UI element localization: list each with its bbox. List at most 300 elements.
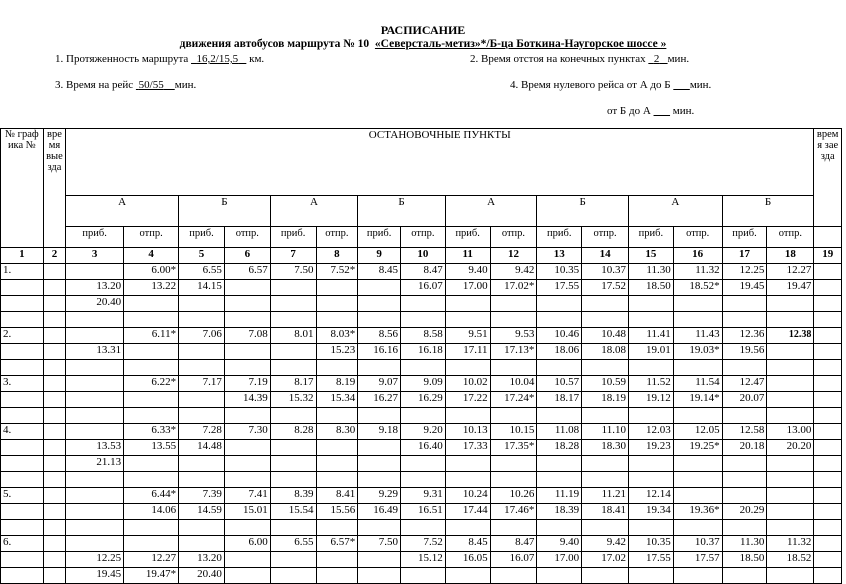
time-cell: 15.12 (401, 552, 446, 568)
time-cell: 13.53 (66, 440, 124, 456)
time-cell (270, 456, 316, 472)
time-cell (537, 456, 582, 472)
route-length-line (55, 53, 264, 65)
time-cell: 8.45 (358, 264, 401, 280)
time-cell (722, 472, 767, 488)
time-cell: 19.01 (628, 344, 673, 360)
time-cell: 12.27 (124, 552, 179, 568)
table-row (1, 504, 842, 520)
time-cell (66, 424, 124, 440)
time-cell (43, 296, 65, 312)
time-cell (358, 520, 401, 536)
arrival-header: приб. (66, 227, 124, 248)
time-cell (316, 440, 358, 456)
time-cell (722, 408, 767, 424)
time-cell (814, 536, 842, 552)
time-cell: 16.29 (401, 392, 446, 408)
time-cell (767, 312, 814, 328)
time-cell (673, 408, 722, 424)
time-cell (767, 408, 814, 424)
time-cell (66, 504, 124, 520)
time-cell: 7.30 (224, 424, 270, 440)
time-cell: 10.37 (582, 264, 629, 280)
time-cell: 8.39 (270, 488, 316, 504)
arrival-header: приб. (179, 227, 225, 248)
time-cell: 6.57* (316, 536, 358, 552)
layover-time-line (470, 53, 689, 65)
time-cell (537, 360, 582, 376)
time-cell (179, 344, 225, 360)
time-cell: 8.56 (358, 328, 401, 344)
time-cell: 6.00 (224, 536, 270, 552)
column-number-4: 4 (124, 248, 179, 264)
time-cell (582, 520, 629, 536)
time-cell (43, 280, 65, 296)
time-cell: 20.18 (722, 440, 767, 456)
document-title: РАСПИСАНИЕ (380, 23, 466, 37)
time-cell (358, 440, 401, 456)
time-cell (179, 392, 225, 408)
time-cell (66, 488, 124, 504)
time-cell (814, 504, 842, 520)
time-cell: 12.27 (767, 264, 814, 280)
time-cell: 13.22 (124, 280, 179, 296)
time-cell: 7.50 (270, 264, 316, 280)
time-cell (722, 456, 767, 472)
time-cell (814, 264, 842, 280)
time-cell (445, 472, 490, 488)
subtitle-prefix: движения автобусов маршрута № 10 (179, 38, 370, 50)
null-trip-ab-value (673, 79, 690, 91)
column-number-8: 8 (316, 248, 358, 264)
time-cell (673, 312, 722, 328)
null-trip-ba-line (607, 105, 694, 117)
time-cell (490, 408, 537, 424)
time-cell: 7.39 (179, 488, 225, 504)
time-cell: 19.47 (767, 280, 814, 296)
time-cell (582, 312, 629, 328)
time-cell: 20.40 (66, 296, 124, 312)
time-cell (537, 408, 582, 424)
time-cell: 19.56 (722, 344, 767, 360)
schedule-number-header: № графика № (1, 129, 44, 248)
time-cell: 19.45 (66, 568, 124, 584)
time-cell: 16.07 (401, 280, 446, 296)
time-cell (179, 520, 225, 536)
time-cell (66, 520, 124, 536)
time-cell (124, 408, 179, 424)
time-cell: 17.00 (445, 280, 490, 296)
stop-group-7: А (628, 196, 722, 227)
time-cell (814, 392, 842, 408)
time-cell: 17.22 (445, 392, 490, 408)
time-cell: 17.13* (490, 344, 537, 360)
time-cell: 6.55 (179, 264, 225, 280)
time-cell: 8.30 (316, 424, 358, 440)
time-cell: 16.16 (358, 344, 401, 360)
schedule-number-cell: 6. (1, 536, 44, 552)
time-cell (270, 472, 316, 488)
time-cell: 18.19 (582, 392, 629, 408)
schedule-number-cell: 3. (1, 376, 44, 392)
time-cell: 9.20 (401, 424, 446, 440)
time-cell (490, 568, 537, 584)
time-cell: 17.35* (490, 440, 537, 456)
time-cell (358, 552, 401, 568)
time-cell: 18.39 (537, 504, 582, 520)
time-cell: 19.03* (673, 344, 722, 360)
time-cell: 10.57 (537, 376, 582, 392)
time-cell: 20.20 (767, 440, 814, 456)
time-cell (582, 456, 629, 472)
time-cell: 11.32 (673, 264, 722, 280)
time-cell (66, 408, 124, 424)
time-cell (66, 536, 124, 552)
time-cell (814, 408, 842, 424)
time-cell (490, 456, 537, 472)
column-number-11: 11 (445, 248, 490, 264)
time-cell (43, 552, 65, 568)
time-cell (66, 472, 124, 488)
schedule-number-cell (1, 360, 44, 376)
time-cell: 8.17 (270, 376, 316, 392)
time-cell: 17.00 (537, 552, 582, 568)
time-cell: 17.02 (582, 552, 629, 568)
schedule-table (0, 128, 842, 584)
time-cell (537, 296, 582, 312)
time-cell: 8.03* (316, 328, 358, 344)
time-cell (814, 376, 842, 392)
time-cell: 15.54 (270, 504, 316, 520)
time-cell: 9.07 (358, 376, 401, 392)
time-cell: 8.47 (401, 264, 446, 280)
time-cell (814, 456, 842, 472)
time-cell: 10.35 (537, 264, 582, 280)
arrival-header: приб. (358, 227, 401, 248)
time-cell: 15.34 (316, 392, 358, 408)
time-cell (224, 312, 270, 328)
time-cell: 9.09 (401, 376, 446, 392)
time-cell: 11.19 (537, 488, 582, 504)
time-cell: 18.30 (582, 440, 629, 456)
time-cell (124, 296, 179, 312)
time-cell: 17.02* (490, 280, 537, 296)
route-name: «Северсталь-метиз»*/Б-ца Боткина-Наугорское шоссе » (374, 38, 667, 50)
time-cell: 19.25* (673, 440, 722, 456)
table-row (1, 536, 842, 552)
time-cell (767, 392, 814, 408)
time-cell (490, 472, 537, 488)
time-cell: 13.00 (767, 424, 814, 440)
time-cell (814, 552, 842, 568)
time-cell (43, 520, 65, 536)
column-number-19: 19 (814, 248, 842, 264)
time-cell (43, 408, 65, 424)
time-cell (722, 520, 767, 536)
time-cell (767, 568, 814, 584)
time-cell: 12.36 (722, 328, 767, 344)
time-cell (43, 360, 65, 376)
time-cell (537, 520, 582, 536)
time-cell (224, 440, 270, 456)
time-cell (124, 360, 179, 376)
route-length-label: 1. Протяженность маршрута (55, 53, 189, 65)
time-cell (358, 312, 401, 328)
time-cell: 10.48 (582, 328, 629, 344)
null-trip-ba-unit: мин. (672, 105, 695, 117)
time-cell: 16.07 (490, 552, 537, 568)
time-cell (43, 312, 65, 328)
time-cell (582, 408, 629, 424)
time-cell (43, 264, 65, 280)
column-number-2: 2 (43, 248, 65, 264)
time-cell (66, 376, 124, 392)
return-time-subheader (814, 227, 842, 248)
stop-group-1: А (66, 196, 179, 227)
schedule-number-cell (1, 504, 44, 520)
time-cell (814, 472, 842, 488)
time-cell (582, 360, 629, 376)
schedule-number-cell: 5. (1, 488, 44, 504)
arrival-header: приб. (270, 227, 316, 248)
time-cell: 13.31 (66, 344, 124, 360)
time-cell (814, 344, 842, 360)
time-cell (224, 344, 270, 360)
time-cell (445, 312, 490, 328)
time-cell (358, 280, 401, 296)
time-cell (43, 536, 65, 552)
null-trip-ba-value (654, 105, 671, 117)
schedule-number-cell (1, 312, 44, 328)
time-cell: 15.32 (270, 392, 316, 408)
time-cell: 18.17 (537, 392, 582, 408)
time-cell (814, 424, 842, 440)
trip-time-line (55, 79, 196, 91)
time-cell (224, 360, 270, 376)
column-number-row (1, 248, 842, 264)
time-cell: 7.17 (179, 376, 225, 392)
time-cell: 12.03 (628, 424, 673, 440)
time-cell: 10.04 (490, 376, 537, 392)
time-cell: 9.42 (582, 536, 629, 552)
time-cell (358, 456, 401, 472)
time-cell (66, 360, 124, 376)
time-cell: 8.41 (316, 488, 358, 504)
time-cell (673, 456, 722, 472)
table-row (1, 296, 842, 312)
schedule-number-cell (1, 552, 44, 568)
departure-header: отпр. (673, 227, 722, 248)
trip-time-value: 50/55 (138, 79, 164, 91)
header-row-top (1, 129, 842, 196)
time-cell: 14.15 (179, 280, 225, 296)
time-cell (401, 312, 446, 328)
time-cell (722, 488, 767, 504)
time-cell (401, 520, 446, 536)
time-cell: 7.50 (358, 536, 401, 552)
time-cell: 14.59 (179, 504, 225, 520)
time-cell (316, 360, 358, 376)
time-cell: 12.25 (722, 264, 767, 280)
time-cell: 9.18 (358, 424, 401, 440)
arrival-header: приб. (628, 227, 673, 248)
time-cell: 9.42 (490, 264, 537, 280)
time-cell: 8.58 (401, 328, 446, 344)
time-cell: 10.13 (445, 424, 490, 440)
time-cell (401, 568, 446, 584)
time-cell: 8.19 (316, 376, 358, 392)
time-cell (767, 360, 814, 376)
arrival-header: приб. (537, 227, 582, 248)
schedule-number-cell (1, 456, 44, 472)
table-row (1, 520, 842, 536)
time-cell: 17.55 (628, 552, 673, 568)
table-row (1, 344, 842, 360)
time-cell (490, 312, 537, 328)
time-cell: 17.24* (490, 392, 537, 408)
table-row (1, 488, 842, 504)
time-cell (490, 296, 537, 312)
schedule-number-cell (1, 296, 44, 312)
stop-group-3: А (270, 196, 358, 227)
time-cell: 19.14* (673, 392, 722, 408)
time-cell: 21.13 (66, 456, 124, 472)
time-cell: 18.41 (582, 504, 629, 520)
time-cell: 11.52 (628, 376, 673, 392)
time-cell (722, 568, 767, 584)
time-cell (179, 456, 225, 472)
time-cell: 11.30 (628, 264, 673, 280)
time-cell: 11.43 (673, 328, 722, 344)
time-cell: 13.55 (124, 440, 179, 456)
time-cell (179, 312, 225, 328)
table-row (1, 328, 842, 344)
column-number-6: 6 (224, 248, 270, 264)
time-cell: 8.47 (490, 536, 537, 552)
time-cell (814, 440, 842, 456)
time-cell (490, 360, 537, 376)
time-cell (270, 280, 316, 296)
departure-header: отпр. (767, 227, 814, 248)
schedule-number-cell: 1. (1, 264, 44, 280)
time-cell (43, 472, 65, 488)
time-cell (814, 568, 842, 584)
time-cell (673, 520, 722, 536)
time-cell: 20.07 (722, 392, 767, 408)
time-cell (224, 520, 270, 536)
column-number-13: 13 (537, 248, 582, 264)
table-row (1, 312, 842, 328)
layover-value: 2 (653, 53, 660, 65)
time-cell: 15.23 (316, 344, 358, 360)
time-cell: 19.36* (673, 504, 722, 520)
time-cell (537, 568, 582, 584)
column-number-12: 12 (490, 248, 537, 264)
time-cell: 7.19 (224, 376, 270, 392)
time-cell (124, 312, 179, 328)
time-cell (628, 472, 673, 488)
time-cell (124, 472, 179, 488)
time-cell (270, 296, 316, 312)
stop-group-row (1, 196, 842, 227)
time-cell (179, 296, 225, 312)
trip-time-unit: мин. (174, 79, 197, 91)
time-cell (270, 408, 316, 424)
time-cell: 10.37 (673, 536, 722, 552)
time-cell (673, 296, 722, 312)
time-cell: 11.54 (673, 376, 722, 392)
time-cell: 11.10 (582, 424, 629, 440)
time-cell: 18.52* (673, 280, 722, 296)
time-cell (628, 456, 673, 472)
time-cell (814, 360, 842, 376)
time-cell: 10.15 (490, 424, 537, 440)
arrival-header: приб. (722, 227, 767, 248)
time-cell (628, 568, 673, 584)
time-cell: 17.46* (490, 504, 537, 520)
time-cell (316, 520, 358, 536)
time-cell (43, 344, 65, 360)
time-cell (270, 360, 316, 376)
time-cell (43, 456, 65, 472)
schedule-number-cell (1, 520, 44, 536)
time-cell (582, 472, 629, 488)
time-cell: 7.08 (224, 328, 270, 344)
departure-header: отпр. (224, 227, 270, 248)
time-cell: 12.58 (722, 424, 767, 440)
schedule-number-cell (1, 440, 44, 456)
time-cell (767, 520, 814, 536)
schedule-number-cell: 2. (1, 328, 44, 344)
departure-header: отпр. (124, 227, 179, 248)
time-cell (767, 296, 814, 312)
time-cell (43, 504, 65, 520)
time-cell: 11.41 (628, 328, 673, 344)
time-cell: 11.30 (722, 536, 767, 552)
table-row (1, 568, 842, 584)
time-cell: 6.11* (124, 328, 179, 344)
time-cell: 18.06 (537, 344, 582, 360)
time-cell: 6.33* (124, 424, 179, 440)
depart-time-header: время выезда (43, 129, 65, 248)
time-cell: 10.46 (537, 328, 582, 344)
time-cell: 18.52 (767, 552, 814, 568)
time-cell (673, 472, 722, 488)
time-cell: 18.50 (722, 552, 767, 568)
departure-header: отпр. (582, 227, 629, 248)
time-cell (445, 408, 490, 424)
departure-header: отпр. (316, 227, 358, 248)
document-subtitle (0, 38, 846, 50)
time-cell: 17.57 (673, 552, 722, 568)
column-number-1: 1 (1, 248, 44, 264)
column-number-15: 15 (628, 248, 673, 264)
time-cell: 11.21 (582, 488, 629, 504)
time-cell (445, 568, 490, 584)
column-number-3: 3 (66, 248, 124, 264)
stop-group-4: Б (358, 196, 446, 227)
return-time-header: время заезда (814, 129, 842, 227)
column-number-14: 14 (582, 248, 629, 264)
time-cell (43, 568, 65, 584)
schedule-number-cell (1, 568, 44, 584)
time-cell: 19.47* (124, 568, 179, 584)
time-cell: 9.51 (445, 328, 490, 344)
column-number-16: 16 (673, 248, 722, 264)
time-cell: 18.08 (582, 344, 629, 360)
layover-unit: мин. (667, 53, 690, 65)
time-cell (316, 456, 358, 472)
